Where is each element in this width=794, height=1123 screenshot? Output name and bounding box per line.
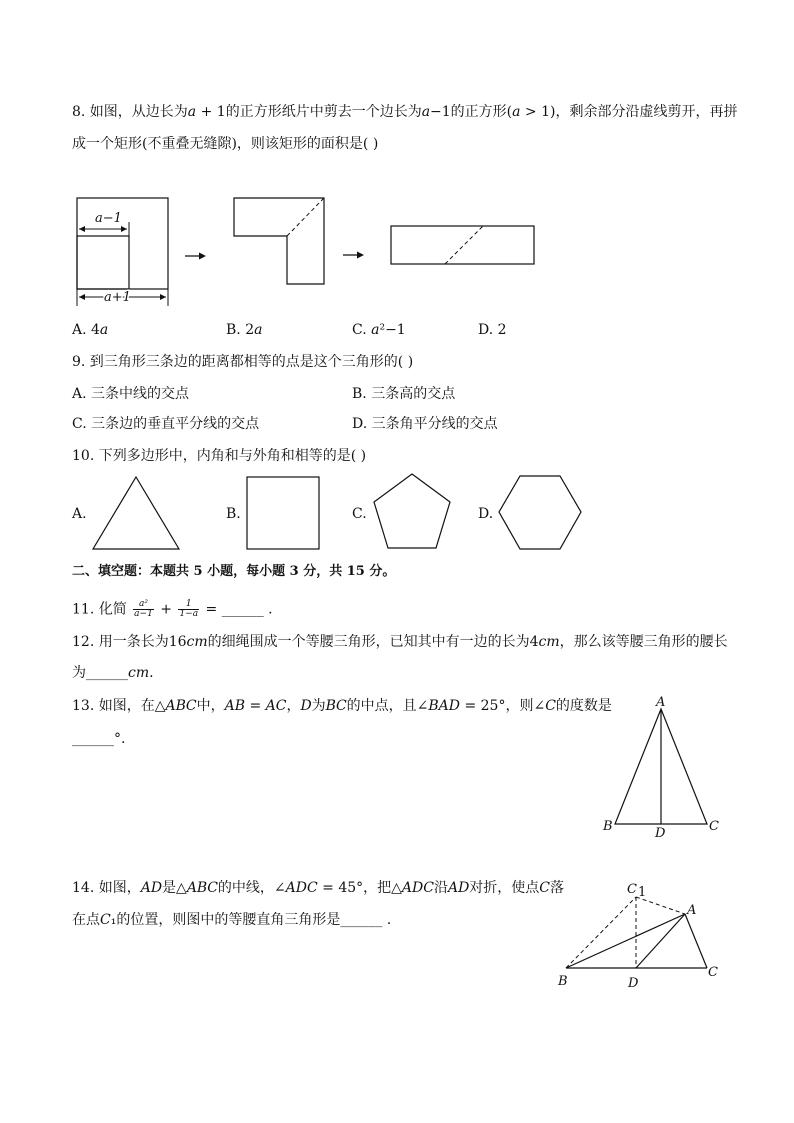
q11-plus: + (160, 601, 172, 618)
q13-label-c: C (709, 819, 719, 834)
q11-frac1-denominator: a−1 (134, 609, 153, 619)
q8-option-c[interactable]: C. 𝑎²−1 (352, 322, 406, 338)
q11-prefix: 11. 化简 (72, 601, 127, 618)
q8-option-a[interactable]: A. 4𝑎 (72, 322, 109, 338)
q13-label-a: A (656, 695, 666, 710)
q14-label-a: A (687, 903, 697, 918)
q12-stem-line2[interactable]: 为______𝑐𝑚. (72, 665, 154, 681)
q9-option-a[interactable]: A. 三条中线的交点 (72, 386, 190, 402)
q9-option-d[interactable]: D. 三条角平分线的交点 (352, 416, 498, 432)
q14-segment-ac (685, 914, 707, 968)
q11-suffix-blank[interactable]: = ______ . (205, 601, 273, 618)
q14-dashed-c1b (566, 897, 636, 968)
q8-label-a-plus-1: a+1 (104, 290, 131, 305)
q10-stem: 10. 下列多边形中，内角和与外角和相等的是( ) (72, 448, 367, 464)
q9-option-b[interactable]: B. 三条高的交点 (352, 386, 456, 402)
q11-frac2-denominator: 1−a (179, 609, 199, 619)
q14-label-c1-subscript: 1 (638, 885, 647, 900)
q8-option-b[interactable]: B. 2𝑎 (226, 322, 263, 338)
q11-frac2-numerator: 1 (178, 600, 199, 610)
q13-stem-line1: 13. 如图，在△𝐴𝐵𝐶中，𝐴𝐵 = 𝐴𝐶，𝐷为𝐵𝐶的中点，且∠𝐵𝐴𝐷 = 25°，则∠𝐶的度数是 (72, 698, 612, 714)
q8-stem-line1: 8. 如图，从边长为𝑎 + 1的正方形纸片中剪去一个边长为𝑎−1的正方形(𝑎 > 1)，剩余部分沿虚线剪开，再拼 (72, 104, 738, 120)
q8-stem-line2: 成一个矩形(不重叠无缝隙)，则该矩形的面积是( ) (72, 136, 379, 152)
q14-segment-ba (566, 914, 685, 968)
q9-stem: 9. 到三角形三条边的距离都相等的点是这个三角形的( ) (72, 354, 414, 370)
q10-option-d[interactable]: D. (478, 506, 494, 522)
q12-stem-line1: 12. 用一条长为16𝑐𝑚的细绳围成一个等腰三角形，已知其中有一边的长为4𝑐𝑚，那么该等腰三角形的腰长 (72, 634, 728, 650)
q14-label-c1: C (627, 882, 637, 897)
q13-stem-line2[interactable]: ______°. (72, 731, 126, 747)
q8-option-d[interactable]: D. 2 (478, 322, 507, 338)
q10-option-b[interactable]: B. (226, 506, 241, 522)
q14-segment-ad (636, 914, 685, 968)
q14-label-c: C (708, 965, 718, 980)
section2-heading: 二、填空题：本题共 5 小题，每小题 3 分，共 15 分。 (72, 564, 396, 579)
q9-option-c[interactable]: C. 三条边的垂直平分线的交点 (72, 416, 260, 432)
q14-stem-line2[interactable]: 在点𝐶₁的位置，则图中的等腰直角三角形是______ . (72, 912, 392, 928)
q14-label-b: B (558, 974, 568, 989)
q10-option-a[interactable]: A. (72, 506, 87, 522)
q14-stem-line1: 14. 如图，𝐴𝐷是△𝐴𝐵𝐶的中线，∠𝐴𝐷𝐶 = 45°，把△𝐴𝐷𝐶沿𝐴𝐷对折，使点𝐶落 (72, 880, 565, 896)
q14-label-d: D (628, 976, 639, 991)
q13-label-b: B (603, 819, 613, 834)
q13-label-d: D (655, 826, 666, 841)
q10-option-c[interactable]: C. (352, 506, 367, 522)
q11-frac1-numerator: a² (133, 600, 154, 610)
q8-label-a-minus-1: a−1 (95, 211, 122, 226)
